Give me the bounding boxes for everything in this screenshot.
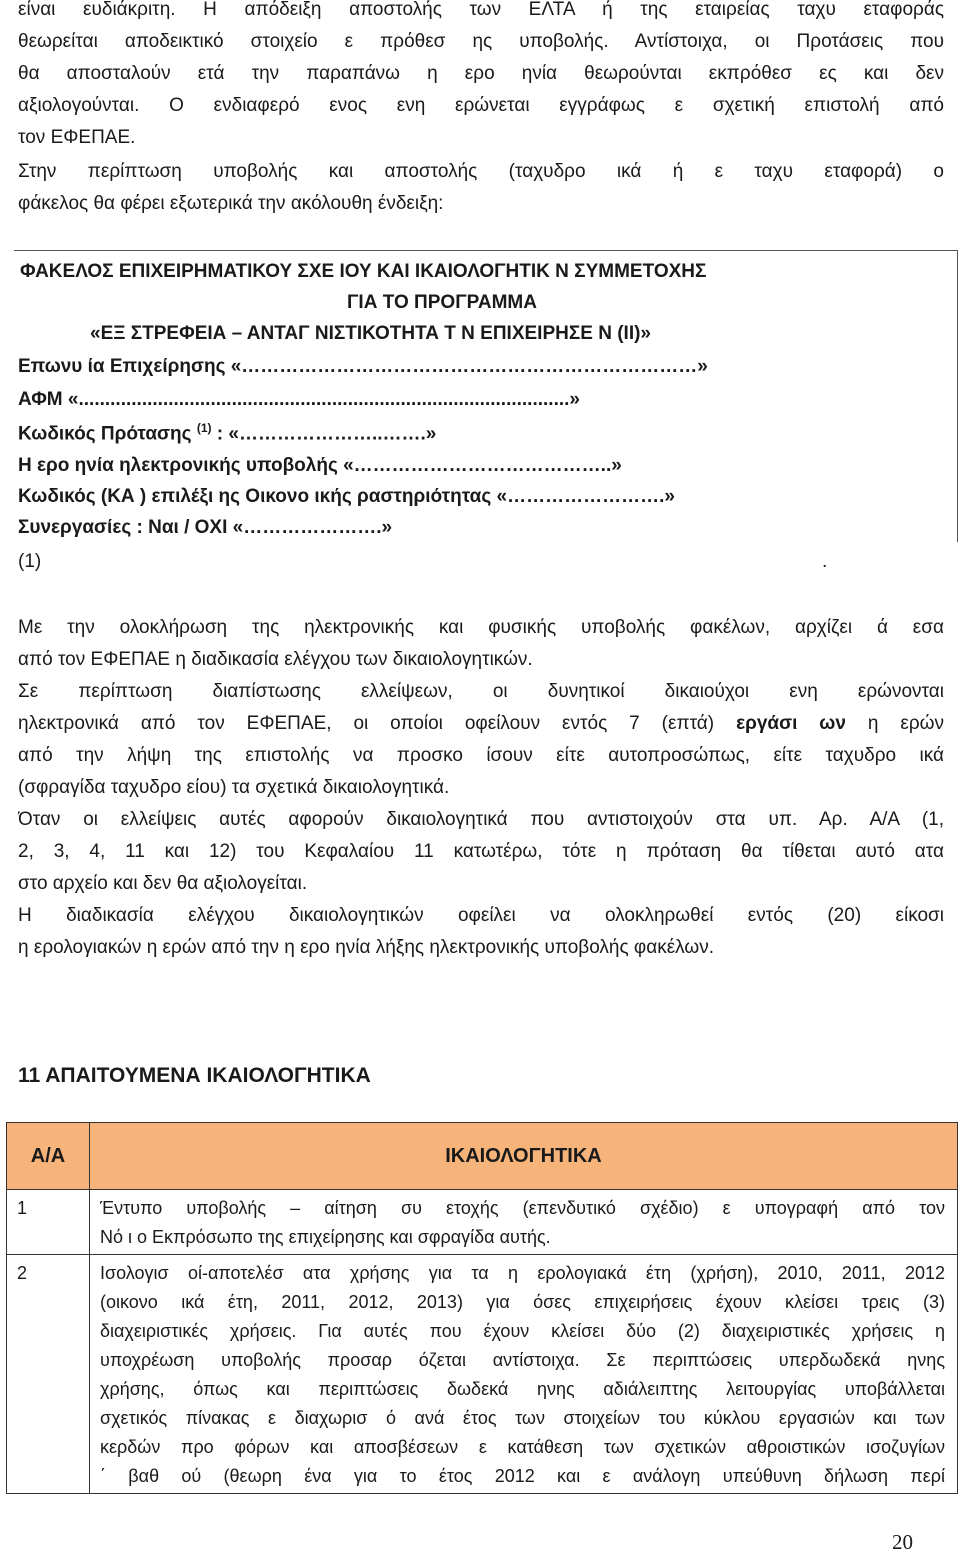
row-number: 2 bbox=[7, 1255, 90, 1494]
row-line: ΄ βαθ ού (θεωρη ένα για το έτος 2012 και ε ανάλογη υπεύθυνη δήλωση περί bbox=[100, 1466, 945, 1486]
body-line: Όταν οι ελλείψεις αυτές αφορούν δικαιολογητικά που αντιστοιχούν στα υπ. Αρ. Α/Α (1, bbox=[18, 809, 944, 830]
body-text: ηλεκτρονικά από τον ΕΦΕΠΑΕ, οι οποίοι οφείλουν εντός 7 (επτά) bbox=[18, 713, 737, 734]
body-line: (σφραγίδα ταχυδρο είου) τα σχετικά δικαιολογητικά. bbox=[18, 777, 450, 798]
intro-line: τον ΕΦΕΠΑΕ. bbox=[18, 127, 136, 148]
intro-line: θεωρείται αποδεικτικό στοιχείο ε πρόθεσ ης υποβολής. Αντίστοιχα, οι Προτάσεις που bbox=[18, 31, 944, 52]
footnote-mark: (1) bbox=[18, 551, 42, 572]
body-line: η ερολογιακών η ερών από την η ερο ηνία λήξης ηλεκτρονικής υποβολής φακέλων. bbox=[18, 937, 714, 958]
row-line: Ισολογισ οί-αποτελέσ ατα χρήσης για τα η ερολογιακά έτη (χρήση), 2010, 2011, 2012 bbox=[100, 1263, 945, 1283]
intro-line: είναι ευδιάκριτη. Η απόδειξη αποστολής των ΕΛΤΑ ή της εταιρείας ταχυ εταφοράς bbox=[18, 0, 944, 20]
envelope-label-box bbox=[14, 250, 958, 542]
body-bold-text: εργάσι ων bbox=[736, 713, 846, 734]
row-line: κερδών προ φόρων και αποσβέσεων ε κατάθεση των σχετικών αθροιστικών ισοζυγίων bbox=[100, 1437, 945, 1457]
table-row bbox=[7, 1255, 958, 1494]
row-line: Έντυπο υποβολής – αίτηση συ ετοχής (επενδυτικό σχέδιο) ε υπογραφή από τον bbox=[100, 1198, 945, 1218]
row-line: Νό ι ο Εκπρόσωπο της επιχείρησης και σφραγίδα αυτής. bbox=[100, 1227, 551, 1247]
rejection-paragraph bbox=[18, 804, 944, 964]
intro-line: θα αποσταλούν ετά την παραπάνω η ερο ηνία θεωρούνται εκπρόθεσ ες και δεν bbox=[18, 63, 944, 84]
body-line: 2, 3, 4, 11 και 12) του Κεφαλαίου 11 κατωτέρω, τότε η πρόταση θα τίθεται αυτό ατα bbox=[18, 841, 944, 862]
row-line: (οικονο ικά έτη, 2011, 2012, 2013) για όσες επιχειρήσεις έχουν κλείσει τρεις (3) bbox=[100, 1292, 945, 1312]
envelope-date-field: Η ερο ηνία ηλεκτρονικής υποβολής «…………………………………..» bbox=[18, 455, 622, 476]
row-description bbox=[90, 1255, 958, 1494]
row-line: σχετικός πίνακας ε διαχωρισ ό ανά έτος των στοιχείων του κύκλου εργασιών και των bbox=[100, 1408, 945, 1428]
envelope-afm-field: ΑΦΜ «.............................................................................................» bbox=[18, 389, 580, 410]
envelope-company-field: Επωνυ ία Επιχείρησης «………………………………………………………………» bbox=[18, 356, 708, 377]
intro-paragraph bbox=[18, 0, 944, 154]
row-description bbox=[90, 1190, 958, 1255]
row-line: υποχρέωση υποβολής προσαρ όζεται αντίστοιχα. Σε περιπτώσεις υπερδωδεκά ηνης bbox=[100, 1350, 945, 1370]
body-line: από την λήψη της επιστολής να προσκο ίσουν είτε αυτοπροσώπως, είτε ταχυδρο ικά bbox=[18, 745, 944, 766]
envelope-code-label: Κωδικός Πρότασης bbox=[18, 423, 192, 445]
body-line: Η διαδικασία ελέγχου δικαιολογητικών οφείλει να ολοκληρωθεί εντός (20) είκοσι bbox=[18, 905, 944, 926]
envelope-title-line1: ΦΑΚΕΛΟΣ ΕΠΙΧΕΙΡΗΜΑΤΙΚΟΥ ΣΧΕ ΙΟΥ ΚΑΙ ΙΚΑΙΟΛΟΓΗΤΙΚ Ν ΣΥΜΜΕΤΟΧΗΣ bbox=[20, 261, 707, 282]
shipping-line: Στην περίπτωση υποβολής και αποστολής (ταχυδρο ικά ή ε ταχυ εταφορά) ο bbox=[18, 161, 944, 182]
section-heading: 11 ΑΠΑΙΤΟΥΜΕΝΑ ΙΚΑΙΟΛΟΓΗΤΙΚΑ bbox=[18, 1064, 371, 1087]
table-row bbox=[7, 1190, 958, 1255]
body-line: Με την ολοκλήρωση της ηλεκτρονικής και φυσικής υποβολής φακέλων, αρχίζει ά εσα bbox=[18, 617, 944, 638]
body-line: στο αρχείο και δεν θα αξιολογείται. bbox=[18, 873, 308, 894]
envelope-code-field bbox=[18, 421, 436, 445]
envelope-code-footnote-mark: (1) bbox=[196, 421, 212, 435]
envelope-code-value: : «…………………..…….» bbox=[216, 423, 437, 445]
envelope-title-line3: «ΕΞ ΣΤΡΕΦΕΙΑ – ΑΝΤΑΓ ΝΙΣΤΙΚΟΤΗΤΑ Τ Ν ΕΠΙΧΕΙΡΗΣΕ Ν (ΙΙ)» bbox=[90, 323, 651, 344]
table-header-row bbox=[7, 1123, 958, 1190]
shipping-paragraph bbox=[18, 156, 944, 220]
body-line bbox=[18, 708, 944, 740]
row-line: διαχειριστικές χρήσεις. Για αυτές που έχουν κλείσει δύο (2) διαχειριστικές χρήσεις η bbox=[100, 1321, 945, 1341]
row-line: χρήσης, όπως και περιπτώσεις δωδεκά ηνης αδιάλειπτης λειτουργίας υποβάλλεται bbox=[100, 1379, 945, 1399]
column-header-aa: Α/Α bbox=[7, 1123, 90, 1190]
envelope-kad-field: Κωδικός (ΚΑ ) επιλέξι ης Οικονο ικής ραστηριότητας «…………………….» bbox=[18, 486, 675, 507]
page-number: 20 bbox=[892, 1530, 913, 1554]
intro-line: αξιολογούνται. Ο ενδιαφερό ενος ενη ερώνεται εγγράφως ε σχετική επιστολή από bbox=[18, 95, 944, 116]
body-line: από τον ΕΦΕΠΑΕ η διαδικασία ελέγχου των δικαιολογητικών. bbox=[18, 649, 533, 670]
column-header-documents: ΙΚΑΙΟΛΟΓΗΤΙΚΑ bbox=[90, 1123, 958, 1190]
envelope-partnerships-field: Συνεργασίες : Ναι / ΟΧΙ «………………….» bbox=[18, 517, 393, 538]
footnote-dot: . bbox=[822, 551, 828, 572]
body-line: Σε περίπτωση διαπίστωσης ελλείψεων, οι δυνητικοί δικαιούχοι ενη ερώνονται bbox=[18, 681, 944, 702]
completion-paragraph bbox=[18, 612, 944, 676]
shipping-line: φάκελος θα φέρει εξωτερικά την ακόλουθη ένδειξη: bbox=[18, 193, 444, 214]
required-documents-table bbox=[6, 1122, 958, 1494]
body-text: η ερών bbox=[845, 713, 944, 734]
row-number: 1 bbox=[7, 1190, 90, 1255]
deficiencies-paragraph bbox=[18, 676, 944, 804]
envelope-title-line2: ΓΙΑ ΤΟ ΠΡΟΓΡΑΜΜΑ bbox=[347, 292, 537, 313]
